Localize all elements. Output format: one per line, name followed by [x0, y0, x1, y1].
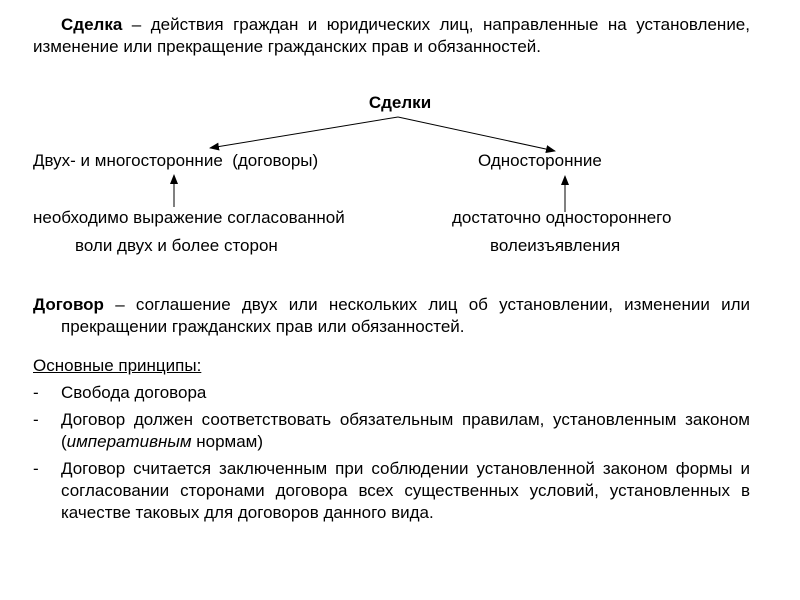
list-item: [33, 409, 750, 453]
principle-2-italic: императивным: [66, 432, 192, 451]
unilateral-desc-line2: волеизъявления: [490, 236, 621, 255]
principle-2: [61, 410, 750, 451]
principle-1: Свобода договора: [61, 383, 207, 402]
list-bullet: -: [33, 459, 39, 478]
contract-definition-text: – соглашение двух или нескольких лиц об установлении, изменении или прекращении гражданских прав или обязанностей.: [61, 295, 750, 336]
unilateral-desc-line1: достаточно одностороннего: [452, 208, 672, 227]
principles-list: [33, 382, 750, 529]
principle-3: Договор считается заключенным при соблюдении установленной законом формы и согласовании сторонами договора всех существенных условий, установленных в качестве таковых для договоров данного вида.: [61, 459, 750, 522]
deal-term: Сделка: [61, 15, 123, 34]
deal-definition-text: – действия граждан и юридических лиц, направленные на установление, изменение или прекращение гражданских прав и обязанностей.: [33, 15, 750, 56]
principle-2-text: Договор должен соответствовать обязательным правилам, установленным законом (: [61, 410, 750, 451]
arrow-to-unilateral: [398, 117, 555, 151]
bilateral-desc-line1: необходимо выражение согласованной: [33, 208, 345, 227]
list-item: [33, 458, 750, 524]
unilateral-label: Односторонние: [478, 151, 602, 170]
bilateral-label: Двух- и многосторонние (договоры): [33, 151, 319, 170]
list-bullet: -: [33, 383, 39, 402]
list-bullet: -: [33, 410, 39, 429]
principles-heading: Основные принципы:: [33, 356, 202, 375]
principle-2-end: нормам): [191, 432, 264, 451]
contract-definition: [33, 294, 750, 338]
diagram-root-label: Сделки: [368, 93, 432, 112]
bilateral-desc-line2: воли двух и более сторон: [75, 236, 278, 255]
arrow-to-bilateral: [210, 117, 398, 148]
contract-term: Договор: [33, 295, 104, 314]
list-item: [33, 382, 750, 404]
